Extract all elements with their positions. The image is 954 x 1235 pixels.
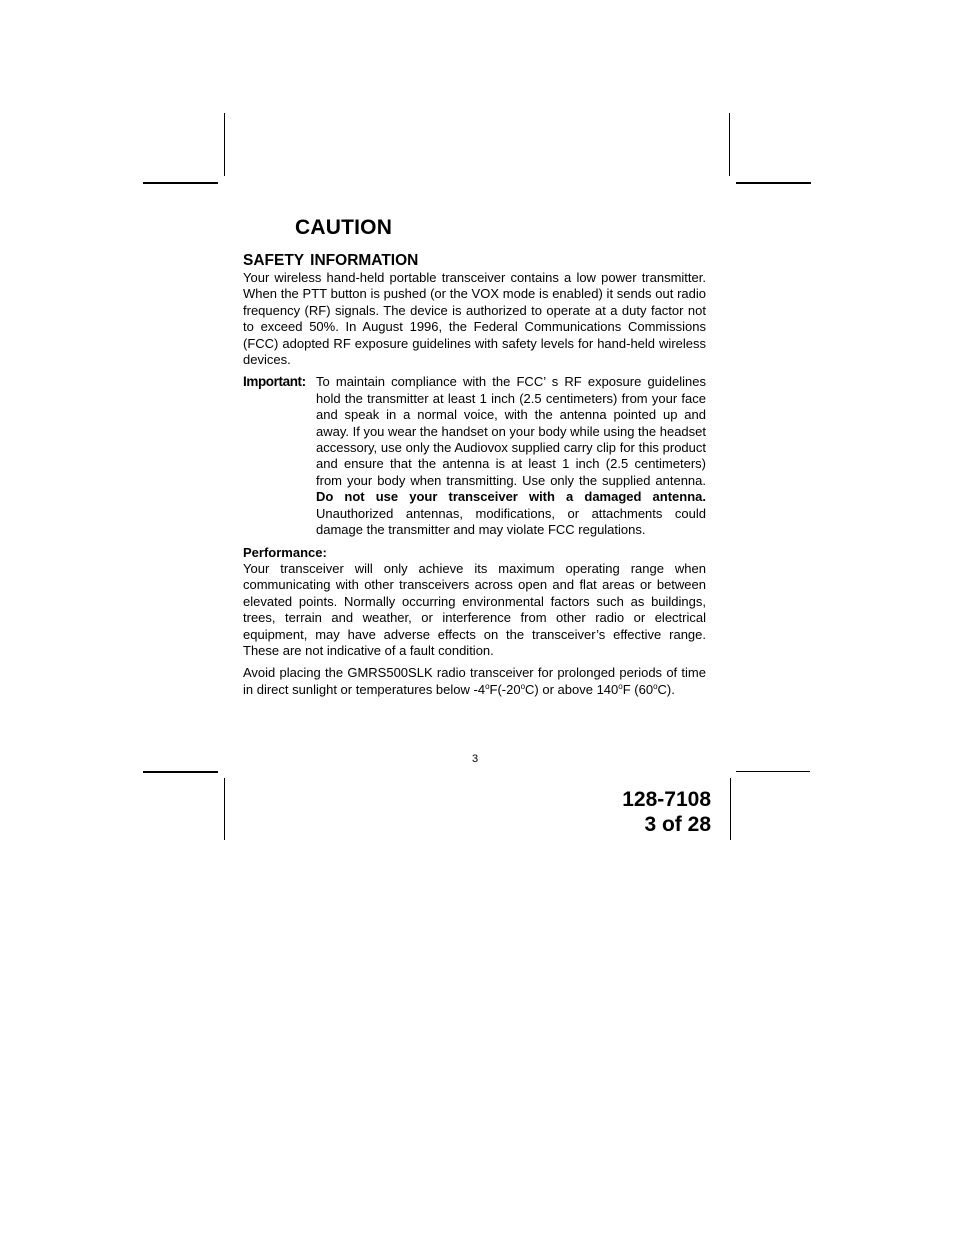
safety-information-body: Your wireless hand-held portable transceiver contains a low power transmitter. When the PTT button is pushed (or the VOX mode is enabled) it sends out radio frequency (RF) signals. The device is authorized to operate at a duty factor not to exceed 50%. In August 1996, the Federal Communications Commissions (FCC) adopted RF exposure guidelines with safety levels for hand-held wireless devices. (243, 270, 706, 368)
caution-heading: CAUTION (295, 216, 393, 239)
temperature-text-part1: Avoid placing the GMRS500SLK radio transceiver for prolonged periods of time in direct sunlight or temperatures below -4 (243, 665, 706, 697)
temperature-text-part2: F(-20 (489, 681, 521, 697)
important-text-part1: To maintain compliance with the FCC’ s RF exposure guidelines hold the transmitter at least 1 inch (2.5 centimeters) from your face and speak in a normal voice, with the antenna pointed up and away. If you wear the handset on your body while using the headset accessory, use only the Audiovox supplied carry clip for this product and ensure that the antenna is at least 1 inch (2.5 centimeters) from your body when transmitting. Use only the supplied antenna. (316, 374, 707, 488)
performance-body: Your transceiver will only achieve its maximum operating range when communicating with other transceivers across open and flat areas or between elevated points. Normally occurring environmental factors such as buildings, trees, terrain and weather, or interference from other radio or electrical equipment, may have adverse effects on the transceiver’s effective range. These are not indicative of a fault condition. (243, 560, 706, 658)
important-text (316, 374, 706, 538)
document-page-count: 3 of 28 (644, 813, 711, 836)
temperature-warning (243, 665, 706, 698)
important-warning-bold: Do not use your transceiver with a damaged antenna. (316, 489, 706, 505)
document-code: 128-7108 (622, 788, 711, 811)
crop-mark-bottom-left-vertical (224, 778, 225, 840)
safety-information-title: SAFETY INFORMATION (243, 252, 419, 269)
crop-mark-top-left-vertical (224, 113, 225, 176)
temperature-text-part4: F (60 (622, 681, 654, 697)
page-number: 3 (471, 753, 479, 765)
document-reference (622, 787, 711, 837)
temperature-text-part5: C). (657, 681, 675, 697)
degree-symbol: o (520, 681, 526, 691)
temperature-text-part3: C) or above 140 (525, 681, 619, 697)
important-text-part2: Unauthorized antennas, modifications, or attachments could damage the transmitter and may violate FCC regulations. (316, 505, 706, 538)
degree-symbol: o (653, 681, 658, 691)
crop-mark-bottom-left-horizontal (143, 771, 218, 773)
page-content (243, 214, 706, 698)
performance-title: Performance: (243, 544, 327, 560)
crop-mark-bottom-right-vertical (730, 778, 731, 840)
important-notice (243, 374, 706, 538)
crop-mark-top-left-horizontal (143, 182, 218, 184)
crop-mark-top-right-vertical (729, 113, 730, 176)
crop-mark-bottom-right-horizontal (736, 771, 810, 772)
crop-mark-top-right-horizontal (736, 182, 811, 184)
degree-symbol: o (485, 681, 490, 691)
degree-symbol: o (618, 681, 623, 691)
important-label: Important: (243, 374, 306, 390)
